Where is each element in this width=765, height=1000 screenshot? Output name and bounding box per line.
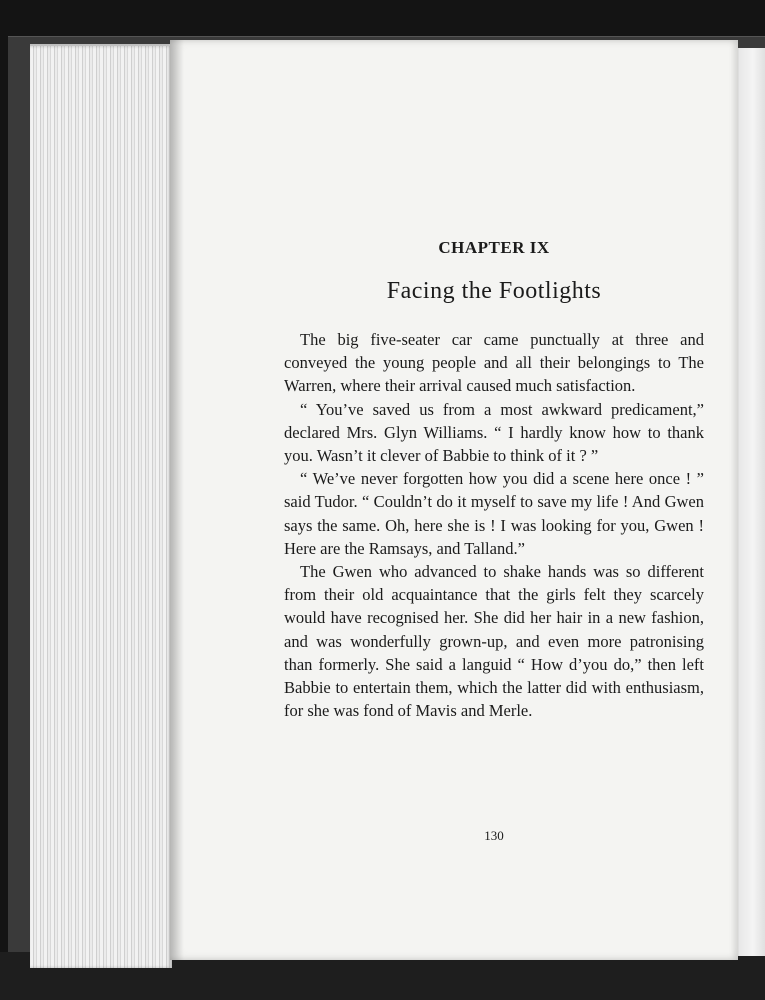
paragraph: The Gwen who advanced to shake hands was so different from their old acquaintance that the girls felt they scarcely would have recognised her. She did her hair in a new fashion, and was wonderfully grown-up, and even more patronising than formerly. She said a languid “ How d’you do,” then left Babbie to entertain them, which the latter did with enthusiasm, for she was fond of Mavis and Merle. <box>284 562 704 721</box>
chapter-title: Facing the Footlights <box>386 278 602 304</box>
gutter-shadow <box>170 40 184 960</box>
page-edges-stack <box>30 46 172 968</box>
paragraph: The big five-seater car came punctually at three and conveyed the young people and all their belongings to The Warren, where their arrival caused much satisfaction. <box>284 330 704 396</box>
paragraph: “ We’ve never forgotten how you did a scene here once ! ” said Tudor. “ Couldn’t do it myself to save my life ! And Gwen says the same. Oh, here she is ! I was looking for you, Gwen ! Here are the Ramsays, and Talland.” <box>284 469 704 558</box>
paragraph: “ You’ve saved us from a most awkward predicament,” declared Mrs. Glyn Williams. “ I hardly know how to thank you. Wasn’t it clever of Babbie to think of it ? ” <box>284 399 704 466</box>
book-page <box>170 40 738 960</box>
chapter-number: CHAPTER IX <box>438 238 550 257</box>
page-number: 130 <box>484 828 504 843</box>
chapter-body <box>284 328 704 722</box>
